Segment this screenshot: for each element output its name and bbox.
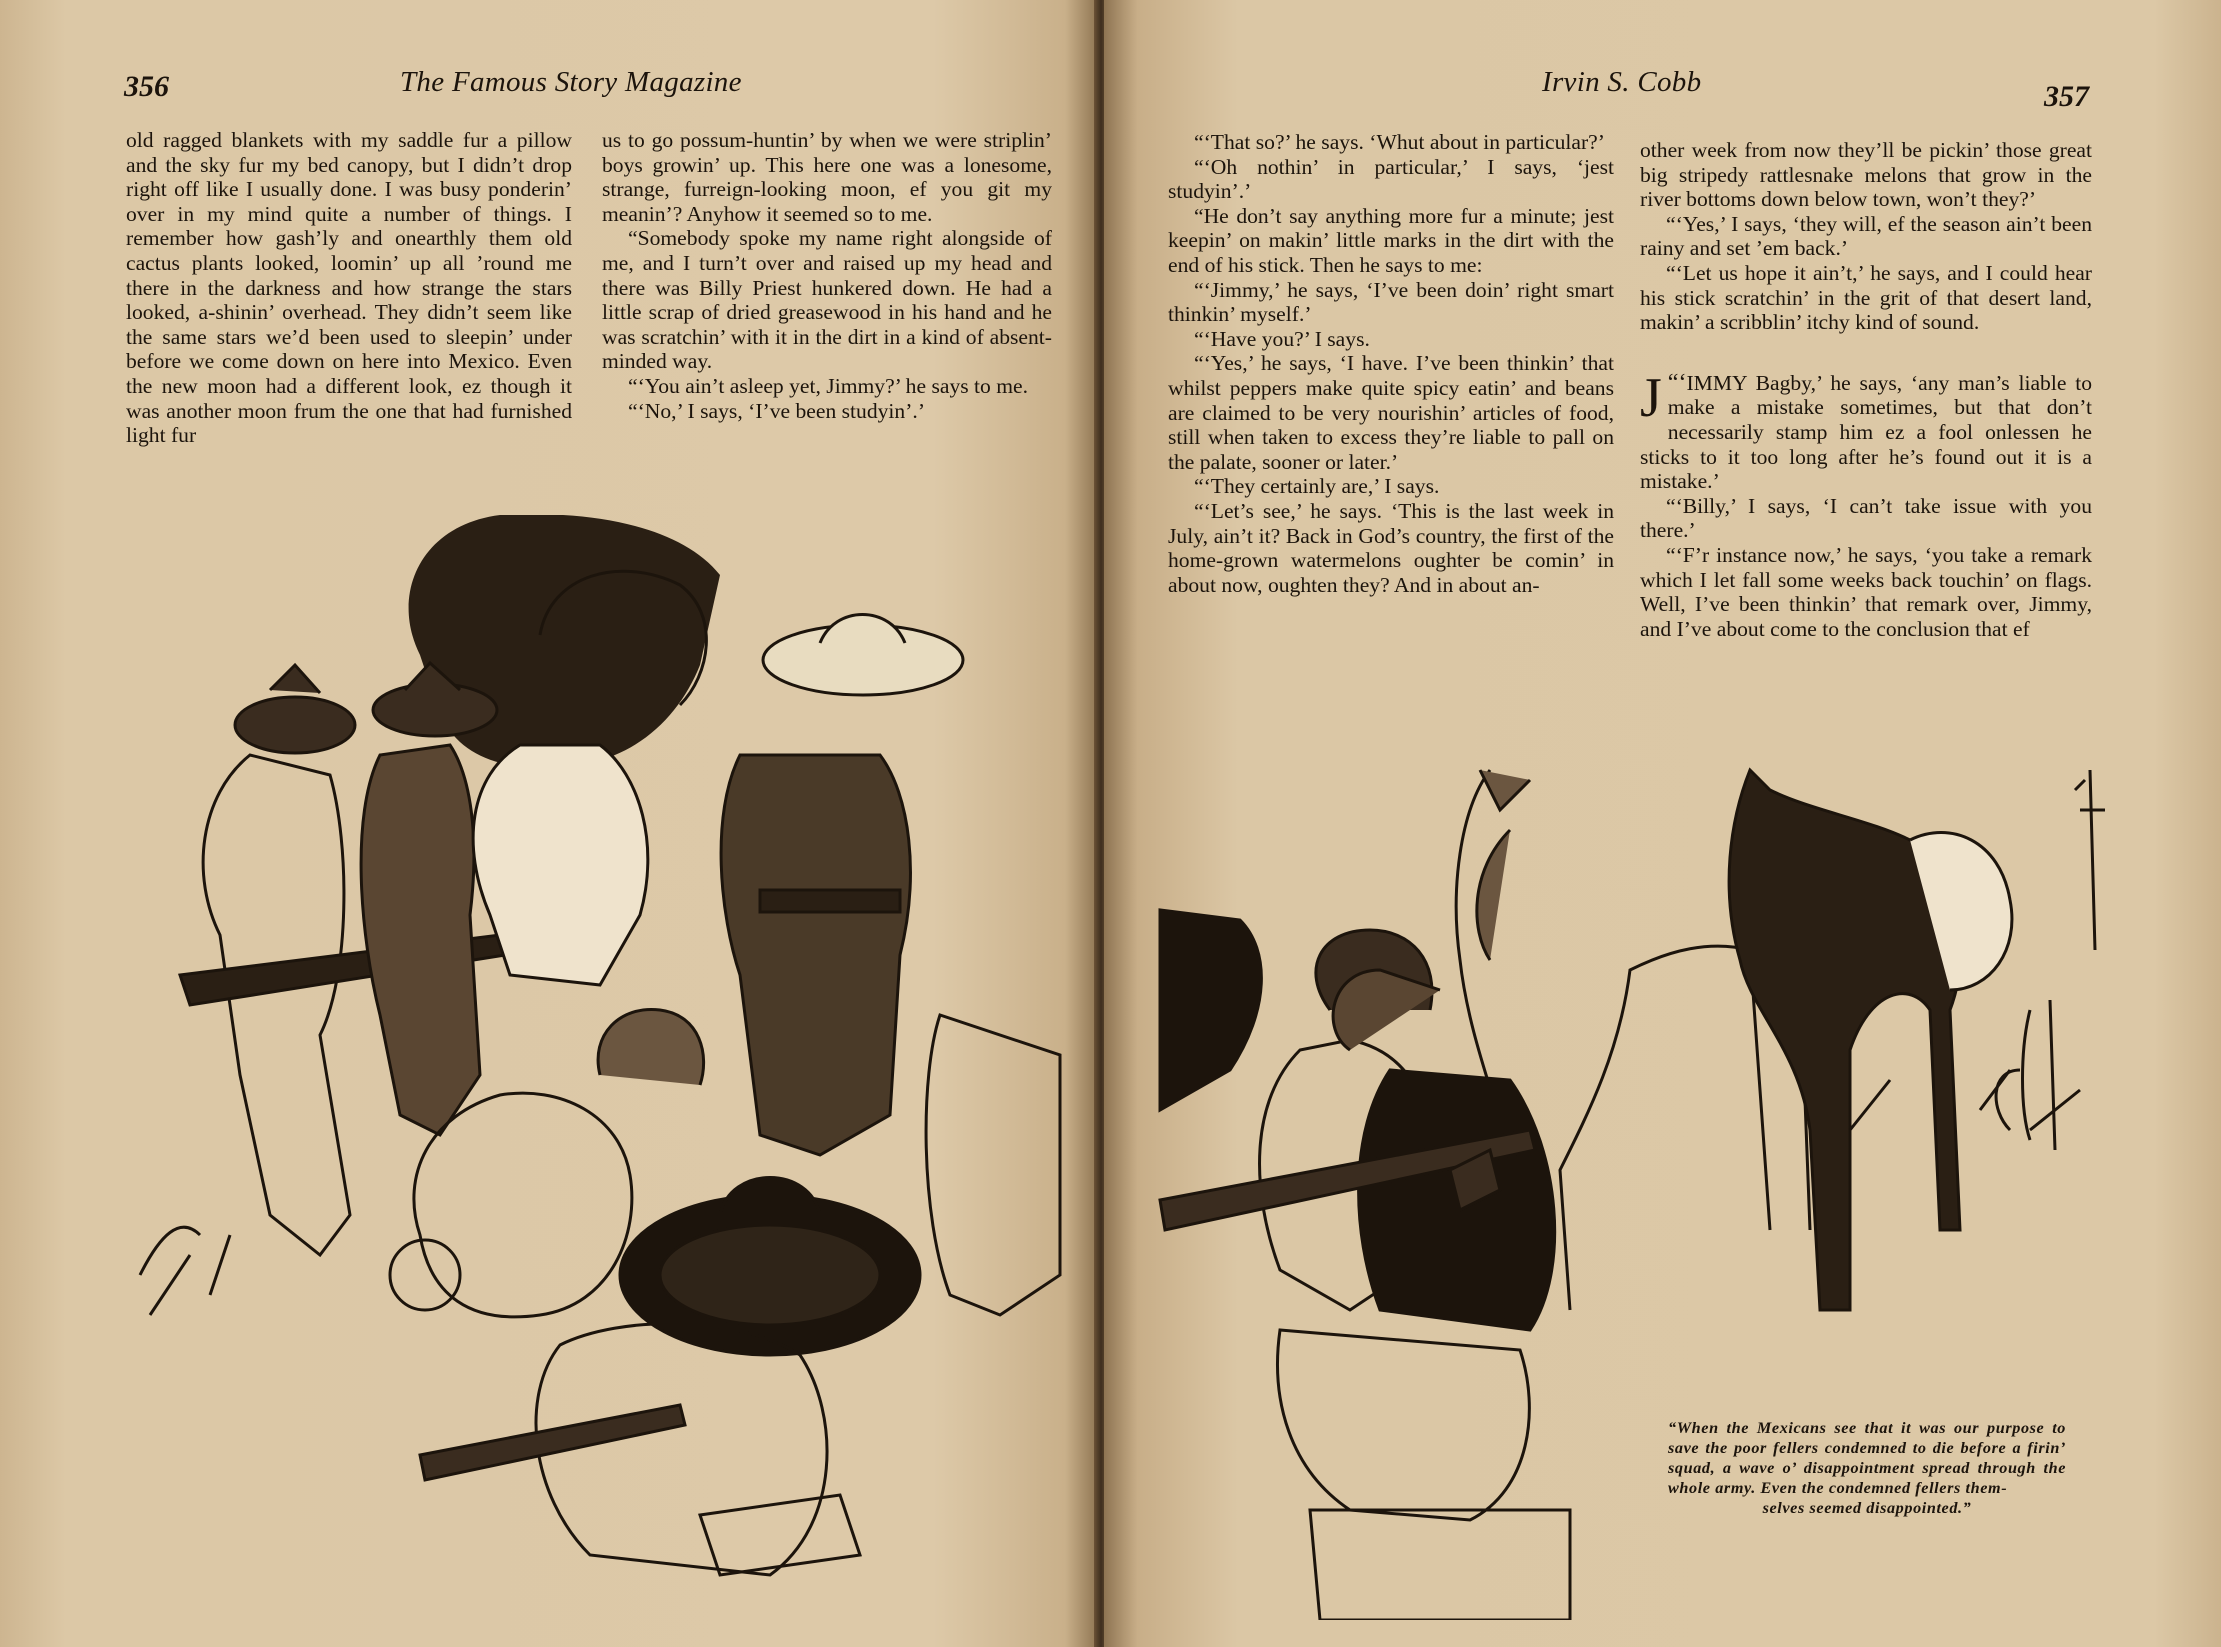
paragraph: “‘Billy,’ I says, ‘I can’t take issue with you there.’ [1640,493,2092,543]
running-head-right: Irvin S. Cobb [1542,66,1702,98]
paragraph: “‘You ain’t asleep yet, Jimmy?’ he says to me. [628,373,1029,398]
right-page [1104,0,2221,1647]
paragraph: “‘That so?’ he says. ‘Whut about in particular?’ [1194,130,1605,154]
paragraph: “‘Have you?’ I says. [1194,326,1370,351]
page-number-left: 356 [124,70,169,103]
paragraph: “‘No,’ I says, ‘I’ve been studyin’.’ [628,398,926,423]
paragraph: us to go possum-huntin’ by when we were striplin’ boys growin’ up. This here one was a lonesome, strange, furreign-looking moon, ef you git my meanin’? Anyhow it seemed so to me. [602,128,1052,226]
paragraph: “‘Let’s see,’ he says. ‘This is the last week in July, ain’t it? Back in God’s country, the first of the home-grown watermelons oughter be comin’ in about now, oughten they? And in about an- [1168,498,1614,597]
drop-cap-paragraph: “‘ J IMMY Bagby,’ he says, ‘any man’s liable to make a mistake sometimes, but that don’t necessarily stamp him ez a fool onlessen he sticks to it too long after he’s found out it is a mistake.’ [1640,366,2092,494]
left-page [0,0,1098,1647]
right-column-2 [1640,138,2092,641]
right-column-1 [1168,130,1614,597]
illustration-mexican-soldiers [120,515,1066,1605]
paragraph: “‘They certainly are,’ I says. [1194,474,1440,499]
paragraph: other week from now they’ll be pickin’ those great big stripedy rattlesnake melons that grow in the river bottoms down below town, won’t they?’ [1640,138,2092,212]
paragraph: “He don’t say anything more fur a minute; jest keepin’ on makin’ little marks in the dirt with the end of his stick. Then he says to me: [1168,203,1614,277]
running-head-left: The Famous Story Magazine [400,66,742,98]
page-number-right: 357 [2044,80,2089,113]
illustration-caption: “When the Mexicans see that it was our purpose to save the poor fellers condemned to die before a firin’ squad, a wave o’ disappointment spread through the whole army. Even the condemned fellers them- selves seemed disappointed.” [1668,1419,2066,1517]
drop-cap-letter: J [1640,366,1662,429]
left-column-2 [602,128,1052,423]
left-column-1 [126,128,572,448]
paragraph: “‘Yes,’ he says, ‘I have. I’ve been thinkin’ that whilst peppers make quite spicy eatin’ and beans are claimed to be very nourishin’ articles of food, still when taken to excess they’re liable to pall on the palate, sooner or later.’ [1168,351,1614,474]
paragraph: “‘Jimmy,’ he says, ‘I’ve been doin’ right smart thinkin’ myself.’ [1168,277,1614,327]
paragraph: “Somebody spoke my name right alongside of me, and I turn’t over and raised up my head and there was Billy Priest hunkered down. He had a little scrap of dried greasewood in his hand and he was scratchin’ with it in the dirt in a kind of absent-minded way. [602,226,1052,374]
paragraph: “‘F’r instance now,’ he says, ‘you take a remark which I let fall some weeks back touchin’ on flags. Well, I’ve been thinkin’ that remark over, Jimmy, and I’ve about come to the conclusion that ef [1640,542,2092,641]
paragraph: “‘Yes,’ I says, ‘they will, ef the season ain’t been rainy and set ’em back.’ [1640,211,2092,261]
paragraph: “‘Let us hope it ain’t,’ he says, and I could hear his stick scratchin’ in the grit of that desert land, makin’ a scribblin’ itchy kind of sound. [1640,260,2092,335]
paragraph: old ragged blankets with my saddle fur a pillow and the sky fur my bed canopy, but I didn’t drop right off like I usually done. I was busy ponderin’ over in my mind quite a number of things. I remember how gash’ly and onearthly them old cactus plants looked, loomin’ up all ’round me there in the darkness and how strange the stars looked, a-shinin’ overhead. They didn’t seem like the same stars we’d been used to sleepin’ under before we come down on here into Mexico. Even the new moon had a different look, ez though it was another moon frum the one that had furnished light fur [126,128,572,448]
paragraph: “‘Oh nothin’ in particular,’ I says, ‘jest studyin’.’ [1168,154,1614,204]
